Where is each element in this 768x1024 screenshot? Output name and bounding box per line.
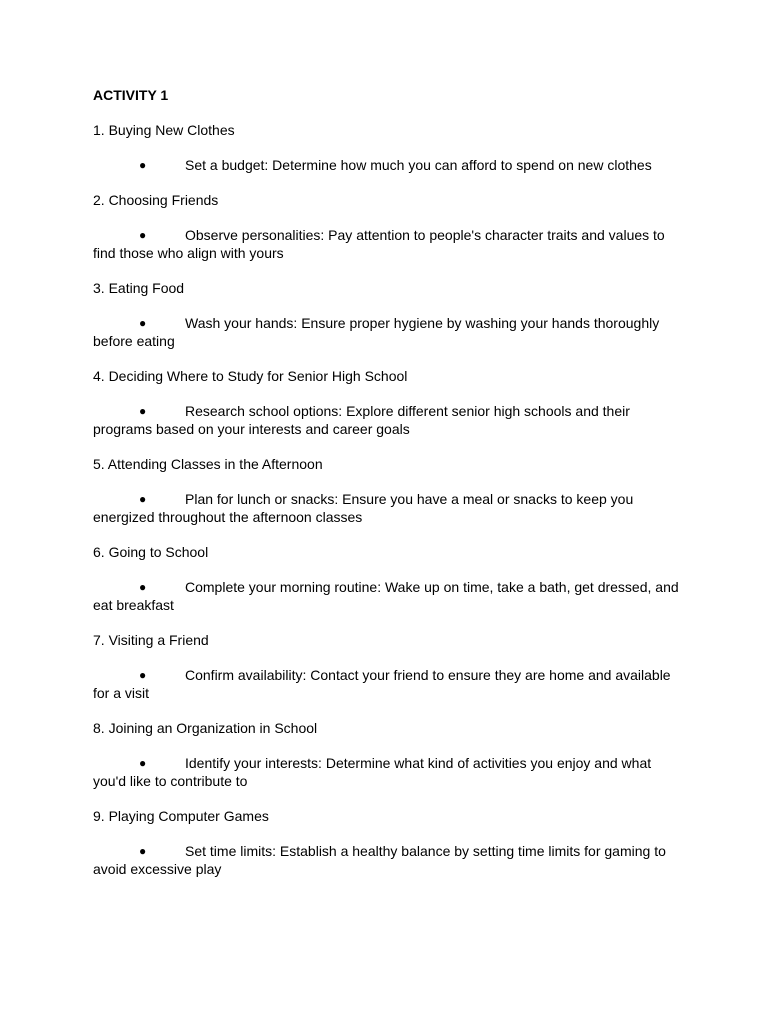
activity-item (93, 455, 683, 526)
document-content (93, 86, 683, 895)
item-heading: 2. Choosing Friends (93, 192, 219, 208)
item-heading: 5. Attending Classes in the Afternoon (93, 456, 323, 472)
bullet-text: Confirm availability: Contact your friend to ensure they are home and available for a visit (93, 667, 671, 701)
bullet-icon: ● (139, 668, 147, 682)
activity-item (93, 719, 683, 790)
item-heading: 7. Visiting a Friend (93, 632, 209, 648)
bullet-text: Complete your morning routine: Wake up on time, take a bath, get dressed, and eat breakfast (93, 579, 679, 613)
bullet-text: Observe personalities: Pay attention to people's character traits and values to find those who align with yours (93, 227, 665, 261)
item-heading: 4. Deciding Where to Study for Senior High School (93, 368, 408, 384)
item-heading: 8. Joining an Organization in School (93, 720, 318, 736)
item-heading: 9. Playing Computer Games (93, 808, 269, 824)
bullet-icon: ● (139, 580, 147, 594)
bullet-text: Wash your hands: Ensure proper hygiene by washing your hands thoroughly before eating (93, 315, 660, 349)
bullet-icon: ● (139, 844, 147, 858)
bullet-point (93, 842, 683, 878)
bullet-point (93, 156, 683, 174)
activity-item (93, 121, 683, 174)
bullet-icon: ● (139, 316, 147, 330)
bullet-point (93, 666, 683, 702)
bullet-point (93, 578, 683, 614)
activity-item (93, 543, 683, 614)
activity-item (93, 191, 683, 262)
bullet-point (93, 402, 683, 438)
bullet-text: Set a budget: Determine how much you can afford to spend on new clothes (185, 157, 652, 173)
activity-item (93, 807, 683, 878)
activity-item (93, 631, 683, 702)
activity-item (93, 279, 683, 350)
bullet-point (93, 314, 683, 350)
item-heading: 3. Eating Food (93, 280, 185, 296)
bullet-icon: ● (139, 158, 147, 172)
bullet-text: Set time limits: Establish a healthy balance by setting time limits for gaming to avoid excessive play (93, 843, 666, 877)
bullet-icon: ● (139, 756, 147, 770)
bullet-text: Plan for lunch or snacks: Ensure you have a meal or snacks to keep you energized throughout the afternoon classes (93, 491, 634, 525)
bullet-text: Research school options: Explore different senior high schools and their programs based on your interests and career goals (93, 403, 630, 437)
item-heading: 1. Buying New Clothes (93, 122, 235, 138)
bullet-point (93, 754, 683, 790)
bullet-icon: ● (139, 228, 147, 242)
bullet-point (93, 490, 683, 526)
page-title: ACTIVITY 1 (93, 87, 169, 103)
bullet-icon: ● (139, 404, 147, 418)
bullet-text: Identify your interests: Determine what kind of activities you enjoy and what you'd like to contribute to (93, 755, 652, 789)
activity-item (93, 367, 683, 438)
bullet-point (93, 226, 683, 262)
bullet-icon: ● (139, 492, 147, 506)
item-heading: 6. Going to School (93, 544, 209, 560)
